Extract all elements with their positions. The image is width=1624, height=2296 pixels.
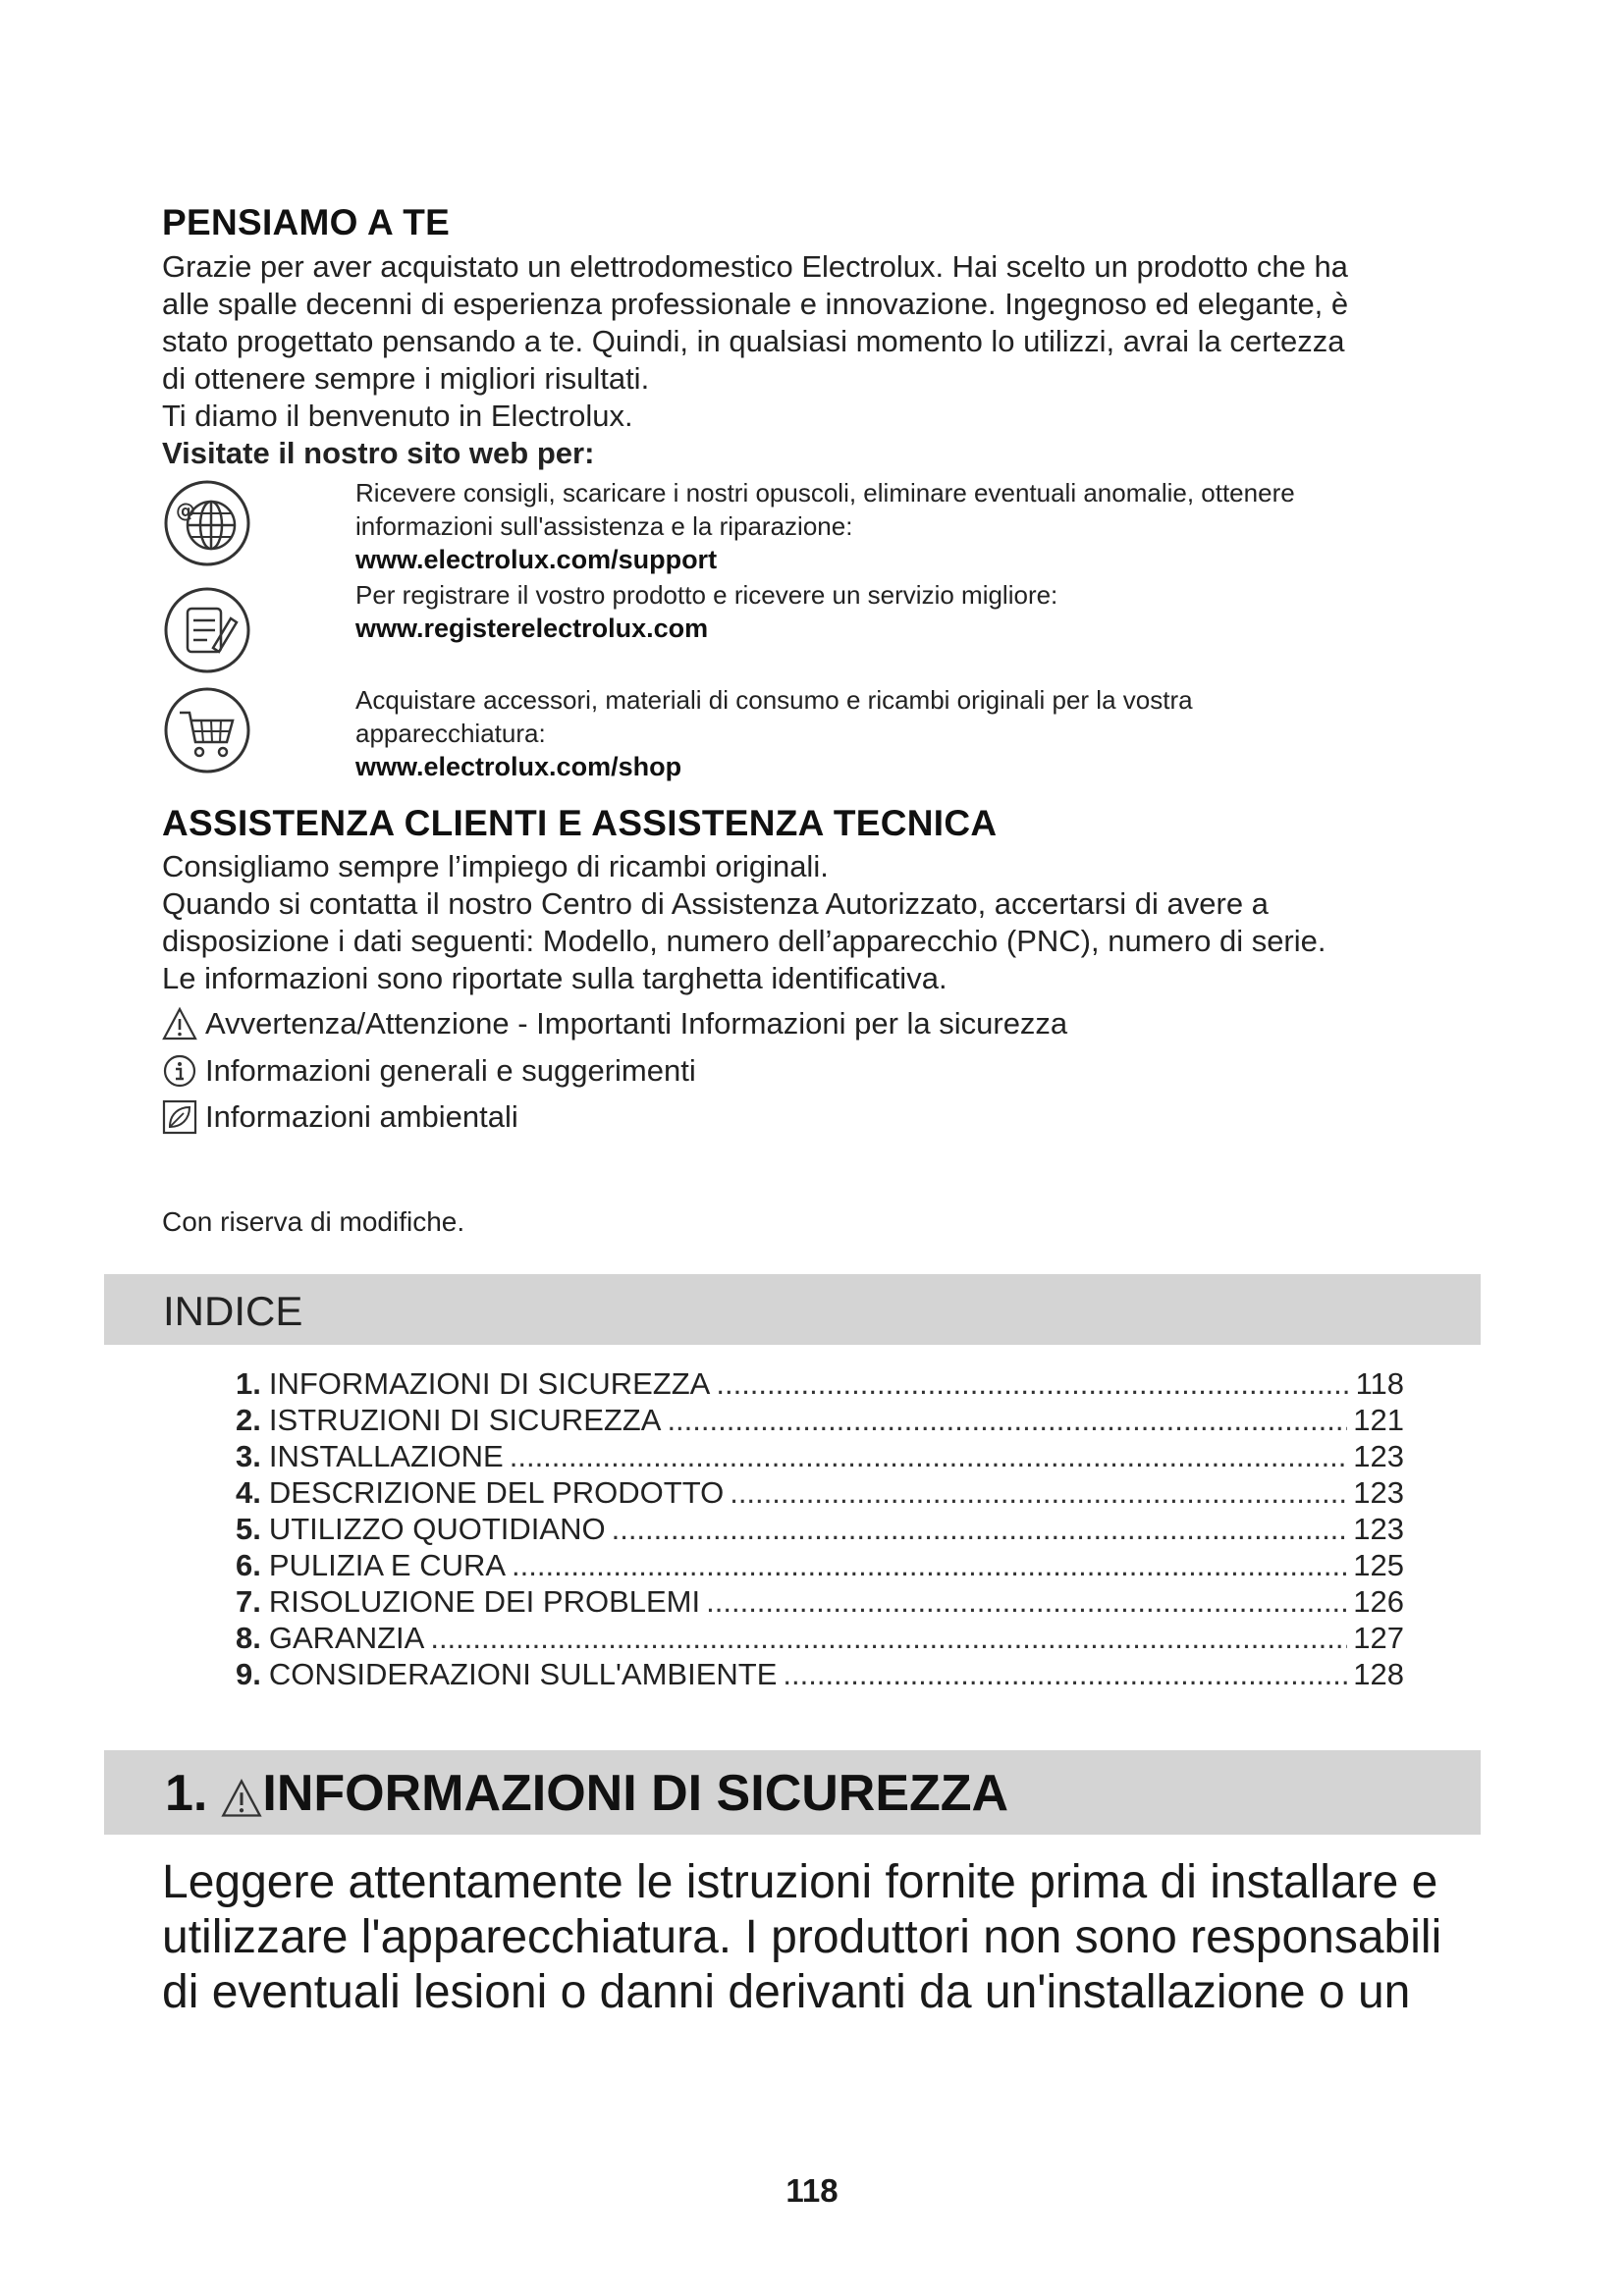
toc-entry[interactable] [236,1439,1404,1474]
toc-entry-label: PULIZIA E CURA [268,1548,507,1582]
toc-entry[interactable] [236,1548,1404,1583]
toc-leader-dots [667,1403,1347,1438]
safety-heading-number: 1. [165,1765,208,1822]
assistenza-line: Le informazioni sono riportate sulla targhetta identificativa. [162,961,947,995]
toc-entry[interactable] [236,1621,1404,1656]
safety-intro [162,1855,1517,2020]
toc-entry-page: 123 [1353,1475,1404,1510]
web-item-text: Acquistare accessori, materiali di consumo e ricambi originali per la vostra [355,685,1193,715]
toc-entry-number: 9. [236,1657,261,1691]
shopping-cart-icon [162,685,252,775]
web-item-register [355,578,1485,645]
toc-entry[interactable] [236,1512,1404,1547]
toc-leader-dots [510,1439,1348,1474]
toc-leader-dots [706,1584,1347,1620]
info-icon [162,1053,197,1089]
toc-header-band [104,1274,1481,1345]
web-item-text: informazioni sull'assistenza e la riparazione: [355,511,853,541]
legend-warning [162,1006,1067,1041]
web-item-support [355,476,1485,576]
toc-entry-number: 8. [236,1621,261,1655]
intro-paragraph [162,248,1478,472]
toc-entry-number: 5. [236,1512,261,1546]
register-icon [162,585,252,675]
toc-leader-dots [716,1366,1349,1402]
toc-entry-page: 118 [1355,1366,1404,1401]
toc-leader-dots [430,1621,1347,1656]
support-link[interactable]: www.electrolux.com/support [355,545,718,574]
toc-entry-page: 123 [1353,1439,1404,1473]
toc-entry-label: DESCRIZIONE DEL PRODOTTO [268,1475,725,1510]
shop-link[interactable]: www.electrolux.com/shop [355,752,682,781]
globe-icon [162,478,252,568]
toc-entry-label: UTILIZZO QUOTIDIANO [268,1512,606,1546]
assistenza-line: Consigliamo sempre l’impiego di ricambi originali. [162,849,829,883]
section-title-assistenza: ASSISTENZA CLIENTI E ASSISTENZA TECNICA [162,803,998,843]
toc-entry-page: 128 [1353,1657,1404,1691]
toc-entry[interactable] [236,1403,1404,1438]
warning-icon [162,1006,197,1041]
legend-text: Avvertenza/Attenzione - Importanti Informazioni per la sicurezza [205,1006,1068,1041]
visit-label: Visitate il nostro sito web per: [162,436,595,470]
assistenza-paragraph [162,848,1478,997]
toc-entry[interactable] [236,1366,1404,1402]
toc-entry-number: 1. [236,1366,261,1401]
intro-line: stato progettato pensando a te. Quindi, in qualsiasi momento lo utilizzi, avrai la certezza [162,324,1345,358]
toc-entry-page: 126 [1353,1584,1404,1619]
safety-intro-line: utilizzare l'apparecchiatura. I produttori non sono responsabili [162,1911,1442,1963]
safety-intro-line: Leggere attentamente le istruzioni fornite prima di installare e [162,1856,1438,1908]
toc-entry-label: CONSIDERAZIONI SULL'AMBIENTE [268,1657,778,1691]
toc-entry-page: 127 [1353,1621,1404,1655]
assistenza-line: disposizione i dati seguenti: Modello, numero dell’apparecchio (PNC), numero di serie. [162,924,1326,958]
intro-line: alle spalle decenni di esperienza professionale e innovazione. Ingegnoso ed elegante, è [162,287,1349,321]
web-item-text: apparecchiatura: [355,719,546,748]
toc-entry-page: 123 [1353,1512,1404,1546]
legend-environment [162,1099,518,1135]
toc-entry-page: 121 [1353,1403,1404,1437]
safety-heading-text: INFORMAZIONI DI SICUREZZA [262,1765,1009,1822]
web-item-shop [355,683,1485,783]
section-title-pensiamo: PENSIAMO A TE [162,202,451,242]
intro-line: Grazie per aver acquistato un elettrodomestico Electrolux. Hai scelto un prodotto che ha [162,249,1348,284]
toc-entry-number: 3. [236,1439,261,1473]
assistenza-line: Quando si contatta il nostro Centro di Assistenza Autorizzato, accertarsi di avere a [162,886,1269,921]
toc-entry-label: RISOLUZIONE DEI PROBLEMI [268,1584,701,1619]
toc-leader-dots [512,1548,1347,1583]
svg-text:@: @ [176,499,195,522]
toc-entry-number: 6. [236,1548,261,1582]
safety-intro-line: di eventuali lesioni o danni derivanti da un'installazione o un [162,1966,1411,2018]
legend-text: Informazioni ambientali [205,1099,518,1134]
toc-entry-label: GARANZIA [268,1621,425,1655]
intro-line: di ottenere sempre i migliori risultati. [162,361,650,396]
toc-entry-number: 4. [236,1475,261,1510]
web-item-text: Per registrare il vostro prodotto e ricevere un servizio migliore: [355,580,1058,610]
environment-icon [162,1099,197,1135]
toc-entry-page: 125 [1353,1548,1404,1582]
toc-title: INDICE [163,1288,303,1334]
legend-info [162,1053,696,1089]
web-item-text: Ricevere consigli, scaricare i nostri opuscoli, eliminare eventuali anomalie, ottenere [355,478,1295,507]
toc-entry-number: 2. [236,1403,261,1437]
toc-entry-label: ISTRUZIONI DI SICUREZZA [268,1403,662,1437]
toc-leader-dots [730,1475,1347,1511]
toc-entry[interactable] [236,1475,1404,1511]
toc-entry-label: INFORMAZIONI DI SICUREZZA [268,1366,711,1401]
page-number: 118 [785,2172,839,2209]
toc-entry-number: 7. [236,1584,261,1619]
toc-leader-dots [612,1512,1348,1547]
legend-text: Informazioni generali e suggerimenti [205,1053,696,1088]
safety-header-band [104,1750,1481,1835]
register-link[interactable]: www.registerelectrolux.com [355,614,709,643]
warning-icon [221,1773,262,1814]
safety-heading [165,1764,1008,1823]
toc-entry[interactable] [236,1584,1404,1620]
toc-entry-label: INSTALLAZIONE [268,1439,504,1473]
intro-line: Ti diamo il benvenuto in Electrolux. [162,399,633,433]
toc-leader-dots [783,1657,1347,1692]
toc-entry[interactable] [236,1657,1404,1692]
modifications-note: Con riserva di modifiche. [162,1206,465,1237]
